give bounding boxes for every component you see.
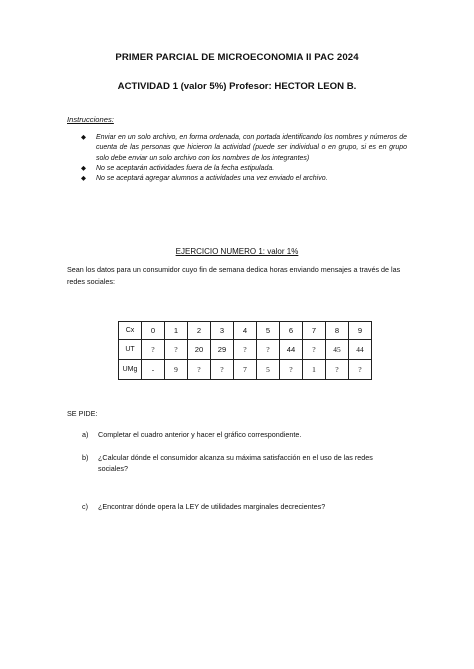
table-cell: ? bbox=[280, 360, 303, 380]
table-cell: 4 bbox=[234, 322, 257, 340]
table-cell: ? bbox=[257, 340, 280, 360]
table-cell: 1 bbox=[303, 360, 326, 380]
table-cell: 8 bbox=[326, 322, 349, 340]
question-letter: b) bbox=[82, 453, 89, 462]
instruction-item bbox=[81, 174, 407, 184]
table-row bbox=[119, 322, 372, 340]
activity-subtitle: ACTIVIDAD 1 (valor 5%) Profesor: HECTOR LEON B. bbox=[117, 81, 357, 92]
utility-table bbox=[118, 321, 372, 380]
question-text: ¿Calcular dónde el consumidor alcanza su máxima satisfacción en el uso de las redes sociales? bbox=[98, 453, 373, 473]
instruction-item bbox=[81, 133, 407, 164]
table-cell: 9 bbox=[349, 322, 372, 340]
table-cell: 44 bbox=[349, 340, 372, 360]
exercise-intro: Sean los datos para un consumidor cuyo fin de semana dedica horas enviando mensajes a través de las redes sociales: bbox=[67, 265, 401, 286]
table-cell: 6 bbox=[280, 322, 303, 340]
table-cell: 0 bbox=[142, 322, 165, 340]
bullet-icon: ◆ bbox=[81, 164, 86, 172]
table-cell: ? bbox=[188, 360, 211, 380]
table-cell: 9 bbox=[165, 360, 188, 380]
table-cell: ? bbox=[142, 340, 165, 360]
instruction-text: No se aceptarán actividades fuera de la fecha estipulada. bbox=[96, 164, 275, 172]
table-cell: 45 bbox=[326, 340, 349, 360]
row-label: UMg bbox=[119, 360, 142, 380]
table-cell: 29 bbox=[211, 340, 234, 360]
table-row bbox=[119, 360, 372, 380]
instruction-text: Enviar en un solo archivo, en forma ordenada, con portada identificando los nombres y números de cuenta de las personas que hicieron la actividad (puede ser individual o en grupo, si es en grupo solo debe enviar un solo archivo con los nombres de los integrantes) bbox=[96, 134, 407, 162]
table-cell: - bbox=[142, 360, 165, 380]
table-cell: 1 bbox=[165, 322, 188, 340]
table-cell: 7 bbox=[303, 322, 326, 340]
table-cell: ? bbox=[326, 360, 349, 380]
question-letter: c) bbox=[82, 502, 88, 511]
table-cell: 20 bbox=[188, 340, 211, 360]
row-label: UT bbox=[119, 340, 142, 360]
table-cell: 5 bbox=[257, 360, 280, 380]
table-cell: 2 bbox=[188, 322, 211, 340]
question-letter: a) bbox=[82, 430, 89, 439]
table-cell: 7 bbox=[234, 360, 257, 380]
table-cell: ? bbox=[234, 340, 257, 360]
questions-heading: SE PIDE: bbox=[67, 409, 98, 418]
table-cell: 3 bbox=[211, 322, 234, 340]
table-cell: 44 bbox=[280, 340, 303, 360]
table-cell: ? bbox=[303, 340, 326, 360]
table-cell: ? bbox=[165, 340, 188, 360]
table-cell: ? bbox=[349, 360, 372, 380]
table-cell: ? bbox=[211, 360, 234, 380]
bullet-icon: ◆ bbox=[81, 175, 86, 183]
table-cell: 5 bbox=[257, 322, 280, 340]
instruction-text: No se aceptará agregar alumnos a actividades una vez enviado el archivo. bbox=[96, 175, 328, 183]
exercise-title: EJERCICIO NUMERO 1: valor 1% bbox=[175, 247, 299, 256]
table-row bbox=[119, 340, 372, 360]
question-text: Completar el cuadro anterior y hacer el gráfico correspondiente. bbox=[98, 430, 302, 439]
row-label: Cx bbox=[119, 322, 142, 340]
instruction-item bbox=[81, 164, 407, 174]
instructions-heading: Instrucciones: bbox=[67, 115, 114, 124]
question-text: ¿Encontrar dónde opera la LEY de utilidades marginales decrecientes? bbox=[98, 502, 326, 511]
bullet-icon: ◆ bbox=[81, 134, 86, 141]
instructions-list bbox=[81, 133, 407, 184]
document-title: PRIMER PARCIAL DE MICROECONOMIA II PAC 2024 bbox=[115, 52, 359, 63]
